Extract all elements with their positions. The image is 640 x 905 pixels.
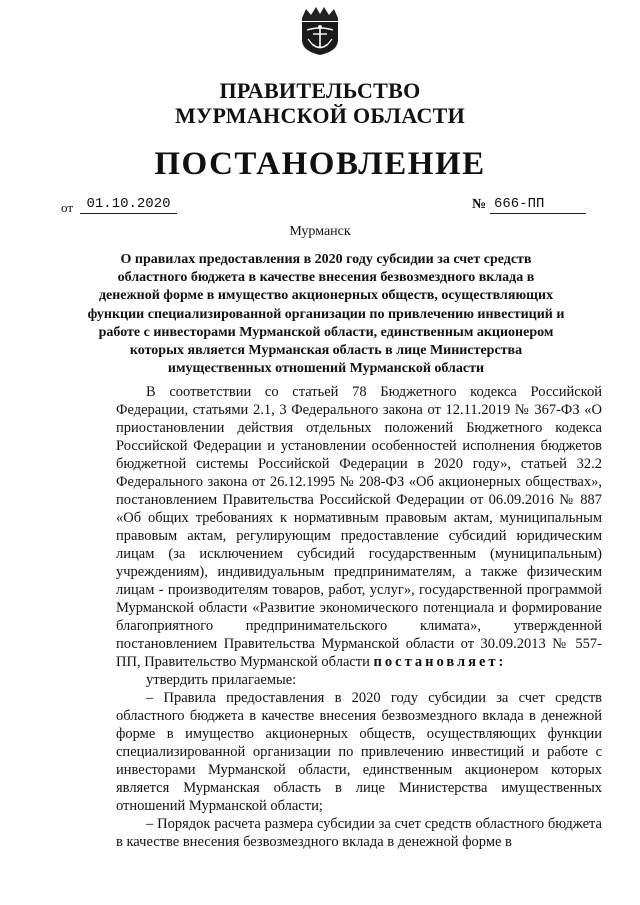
preamble-paragraph [116, 383, 602, 671]
preamble-text: В соответствии со статьей 78 Бюджетного кодекса Российской Федерации, статьями 2.1, 3 Федерального закона от 12.11.2019 № 367-ФЗ «О приостановлении действия отдельных положений Бюджетного кодекса Российской Федерации и установлении особенностей исполнения бюджетов бюджетной системы Российской Федерации в 2020 году», статьей 32.2 Федерального закона от 26.12.1995 № 208-ФЗ «Об акционерных обществах», постановлением Правительства Российской Федерации от 06.09.2016 № 887 «Об общих требованиях к нормативным правовым актам, муниципальным правовым актам, регулирующим предоставление субсидий юридическим лицам (за исключением субсидий государственным (муниципальным) учреждениям), индивидуальным предпринимателям, а также физическим лицам - производителям товаров, работ, услуг», государственной программой Мурманской области «Развитие экономического потенциала и формирование благоприятного предпринимательского климата», утвержденной постановлением Правительства Мурманской области от 30.09.2013 № 557-ПП, Правительство Мурманской области [116, 384, 602, 670]
government-title-line2: МУРМАНСКОЙ ОБЛАСТИ [174, 103, 466, 128]
number-label: № [472, 197, 487, 212]
document-date: 01.10.2020 [80, 196, 177, 214]
government-title-line1: ПРАВИТЕЛЬСТВО [219, 78, 421, 103]
city-name: Мурманск [289, 224, 351, 239]
approve-paragraph: утвердить прилагаемые: [146, 672, 297, 688]
document-title: О правилах предоставления в 2020 году субсидии за счет средств областного бюджета в качестве внесения безвозмездного вклада в денежной форме в имущество акционерных обществ, осуществляющих функции специализированной организации по привлечению инвестиций и работе с инвесторами Мурманской области, единственным акционером которых является Мурманская область в лице Министерства имущественных отношений Мурманской области [87, 252, 565, 377]
list-item: – Правила предоставления в 2020 году субсидии за счет средств областного бюджета в качестве внесения безвозмездного вклада в денежной форме в имущество акционерных обществ, осуществляющих функции специализированной организации по привлечению инвестиций и работе с инвесторами Мурманской области, единственным акционером которых является Мурманская область в лице Министерства имущественных отношений Мурманской области; [116, 690, 602, 814]
date-label: от [61, 200, 74, 215]
document-body [116, 383, 602, 851]
list-item: – Порядок расчета размера субсидии за счет средств областного бюджета в качестве внесения безвозмездного вклада в денежной форме в [116, 816, 602, 850]
document-number: 666-ПП [490, 196, 586, 214]
coat-of-arms-icon [299, 4, 341, 56]
resolution-keyword: постановляет: [373, 654, 507, 670]
document-type-heading: ПОСТАНОВЛЕНИЕ [154, 146, 486, 182]
